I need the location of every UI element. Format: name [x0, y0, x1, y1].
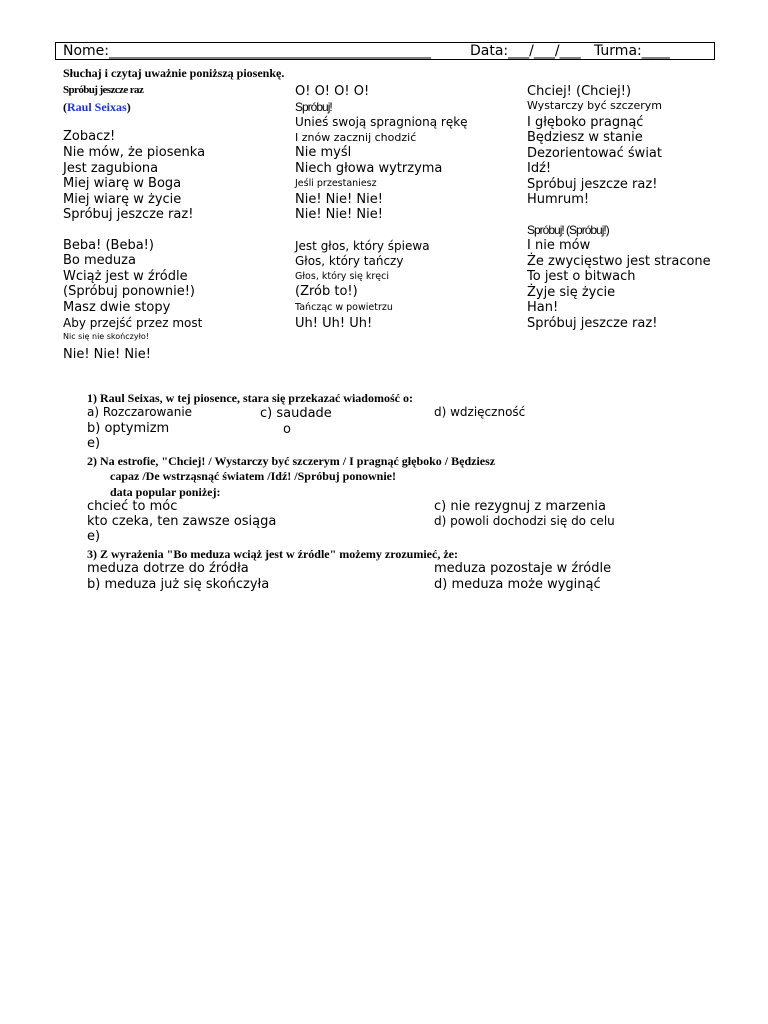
question-2-option-e: e)	[87, 529, 101, 544]
lyric-line: Miej wiarę w Boga	[63, 176, 182, 191]
lyric-line: Uh! Uh! Uh!	[295, 316, 373, 331]
question-2-heading-line-3: data popular poniżej:	[110, 485, 221, 499]
song-title: Spróbuj jeszcze raz	[63, 84, 144, 96]
question-3-option-c: meduza pozostaje w źródle	[434, 561, 612, 576]
question-1-option-c: c) saudade	[260, 406, 332, 421]
question-2-option-d: d) powoli dochodzi się do celu	[434, 514, 615, 528]
question-1-option-d: d) wdzięczność	[434, 405, 526, 419]
lyric-line: Że zwycięstwo jest stracone	[527, 254, 711, 269]
lyric-line: Spróbuj jeszcze raz!	[527, 177, 658, 192]
song-author: Raul Seixas	[67, 100, 127, 114]
lyric-line: Aby przejść przez most	[63, 316, 203, 330]
lyric-line: Wystarczy być szczerym	[527, 99, 662, 112]
lyric-line: Wciąż jest w źródle	[63, 269, 188, 284]
lyric-line: Masz dwie stopy	[63, 300, 171, 315]
lyric-line: Jeśli przestaniesz	[295, 178, 377, 189]
lyric-line: Głos, który się kręci	[295, 271, 390, 282]
lyric-line: Humrum!	[527, 192, 590, 207]
question-2-option-a: chcieć to móc	[87, 499, 178, 514]
name-field-label: Nome:______________________________________________	[63, 43, 432, 59]
question-1-option-b: b) optymizm	[87, 421, 170, 436]
instruction: Słuchaj i czytaj uważnie poniższą piosenkę.	[63, 66, 285, 80]
header-box	[55, 42, 715, 60]
question-1-heading: 1) Raul Seixas, w tej piosence, stara się przekazać wiadomość o:	[87, 391, 413, 405]
lyric-line: Spróbuj! (Spróbuj!)	[527, 223, 609, 237]
lyric-line: Idź!	[527, 161, 552, 176]
lyric-line: Dezorientować świat	[527, 146, 662, 161]
question-1-option-a: a) Rozczarowanie	[87, 405, 193, 419]
lyric-line: Bo meduza	[63, 253, 136, 268]
question-3-option-a: meduza dotrze do źródła	[87, 561, 249, 576]
question-2-heading-line-1: 2) Na estrofie, "Chciej! / Wystarczy być szczerym / I pragnąć głęboko / Będziesz	[87, 454, 496, 468]
lyric-line: Tańcząc w powietrzu	[295, 302, 393, 313]
lyric-line: Jest zagubiona	[63, 161, 159, 176]
question-3-option-d: d) meduza może wyginąć	[434, 577, 601, 592]
question-2-option-b: kto czeka, ten zawsze osiąga	[87, 514, 277, 529]
lyric-line: (Spróbuj ponownie!)	[63, 284, 195, 299]
lyric-line: Niech głowa wytrzyma	[295, 161, 443, 176]
lyric-line: O! O! O! O!	[295, 84, 370, 99]
lyric-line: Chciej! (Chciej!)	[527, 84, 632, 99]
turma-field-label: Turma:____	[594, 43, 670, 59]
lyric-line: Nie mów, że piosenka	[63, 145, 206, 160]
lyric-line: Nie! Nie! Nie!	[295, 207, 383, 222]
lyric-line: Spróbuj jeszcze raz!	[527, 316, 658, 331]
lyric-line: Spróbuj jeszcze raz!	[63, 207, 194, 222]
date-field-label: Data:___/___/___	[470, 43, 581, 59]
lyric-line: Nie! Nie! Nie!	[295, 192, 383, 207]
lyric-line: (Zrób to!)	[295, 284, 358, 299]
lyric-line: Unieś swoją spragnioną rękę	[295, 115, 468, 129]
lyric-line: Żyje się życie	[527, 285, 616, 300]
lyric-line: Będziesz w stanie	[527, 130, 643, 145]
lyric-line: Beba! (Beba!)	[63, 238, 154, 253]
lyric-line: To jest o bitwach	[527, 269, 636, 284]
question-3-heading: 3) Z wyrażenia "Bo meduza wciąż jest w źródle" możemy zrozumieć, że:	[87, 547, 458, 561]
lyric-line: Zobacz!	[63, 129, 116, 144]
lyric-line: Spróbuj!	[295, 100, 332, 114]
lyric-line: Nie! Nie! Nie!	[63, 347, 151, 362]
lyric-line: Nic się nie skończyło!	[63, 332, 149, 341]
question-1-option-e: e)	[87, 436, 101, 451]
question-3-option-b: b) meduza już się skończyła	[87, 577, 270, 592]
lyric-line: Han!	[527, 300, 559, 315]
question-1-option-c-continued: o	[283, 422, 291, 437]
question-2-option-c: c) nie rezygnuj z marzenia	[434, 499, 606, 514]
lyric-line: Miej wiarę w życie	[63, 192, 182, 207]
lyric-line: Głos, który tańczy	[295, 254, 404, 268]
lyric-line: I znów zacznij chodzić	[295, 131, 417, 144]
lyric-line: Nie myśl	[295, 145, 352, 160]
song-author-line: (Raul Seixas)	[63, 100, 131, 114]
lyric-line: I głęboko pragnąć	[527, 115, 644, 130]
lyric-line: I nie mów	[527, 238, 591, 253]
lyric-line: Jest głos, który śpiewa	[295, 239, 430, 253]
question-2-heading-line-2: capaz /De wstrząsnąć światem /Idź! /Spróbuj ponownie!	[110, 469, 396, 483]
